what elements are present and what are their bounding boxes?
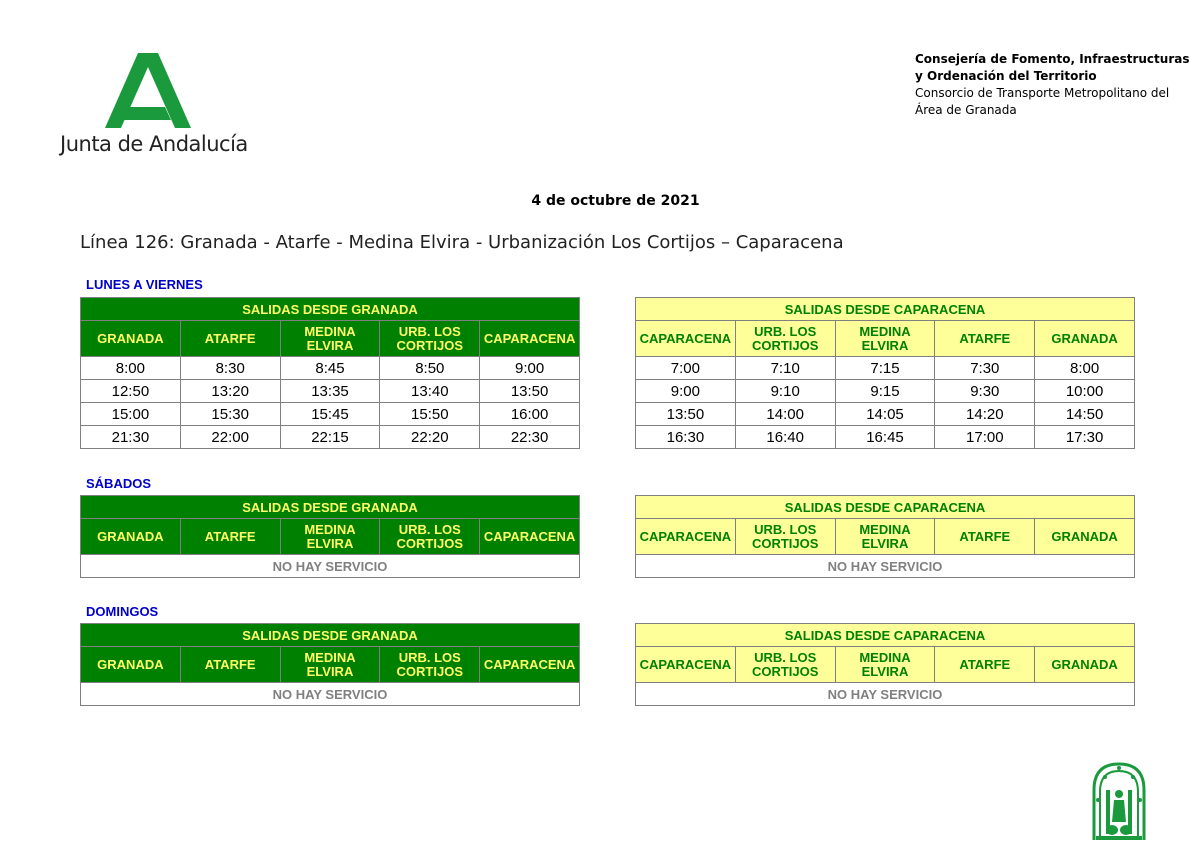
time-cell: 22:30: [480, 426, 580, 449]
column-header: MEDINA ELVIRA: [280, 647, 380, 683]
junta-logo: [60, 50, 260, 160]
time-cell: 9:15: [835, 380, 935, 403]
no-service-cell: NO HAY SERVICIO: [636, 683, 1135, 706]
table-header: SALIDAS DESDE CAPARACENA: [636, 496, 1135, 519]
time-cell: 22:15: [280, 426, 380, 449]
time-cell: 14:00: [735, 403, 835, 426]
table-header: SALIDAS DESDE CAPARACENA: [636, 298, 1135, 321]
time-cell: 16:45: [835, 426, 935, 449]
table-row: [636, 683, 1135, 706]
sundays-from-granada-table: [80, 623, 580, 706]
column-header: URB. LOS CORTIJOS: [735, 647, 835, 683]
sundays-from-caparacena-table: [635, 623, 1135, 706]
column-header: URB. LOS CORTIJOS: [380, 519, 480, 555]
column-header: MEDINA ELVIRA: [835, 519, 935, 555]
time-cell: 8:45: [280, 357, 380, 380]
dept-line-1: Consejería de Fomento, Infraestructuras: [915, 52, 1190, 66]
column-header: MEDINA ELVIRA: [835, 321, 935, 357]
time-cell: 15:50: [380, 403, 480, 426]
time-cell: 7:00: [636, 357, 736, 380]
time-cell: 14:50: [1035, 403, 1135, 426]
saturdays-from-caparacena-table: [635, 495, 1135, 578]
no-service-cell: NO HAY SERVICIO: [636, 555, 1135, 578]
schedule-date: 4 de octubre de 2021: [531, 193, 700, 209]
column-header: CAPARACENA: [636, 647, 736, 683]
consorcio-line-1: Consorcio de Transporte Metropolitano del: [915, 86, 1170, 100]
column-header: URB. LOS CORTIJOS: [380, 647, 480, 683]
time-cell: 16:40: [735, 426, 835, 449]
section-title-weekdays: LUNES A VIERNES: [86, 277, 203, 292]
time-cell: 15:00: [81, 403, 181, 426]
table-row: [636, 403, 1135, 426]
column-header: ATARFE: [935, 647, 1035, 683]
table-row: [81, 426, 580, 449]
column-header: MEDINA ELVIRA: [280, 519, 380, 555]
section-title-saturdays: SÁBADOS: [86, 476, 152, 491]
table-row: [81, 380, 580, 403]
column-header: CAPARACENA: [636, 519, 736, 555]
time-cell: 13:20: [180, 380, 280, 403]
column-header: GRANADA: [1035, 519, 1135, 555]
saturdays-from-granada-table: [80, 495, 580, 578]
column-header: GRANADA: [1035, 321, 1135, 357]
column-header: ATARFE: [935, 321, 1035, 357]
no-service-cell: NO HAY SERVICIO: [81, 555, 580, 578]
time-cell: 17:00: [935, 426, 1035, 449]
table-row: [81, 683, 580, 706]
time-cell: 13:40: [380, 380, 480, 403]
table-row: [636, 555, 1135, 578]
table-row: [636, 426, 1135, 449]
time-cell: 21:30: [81, 426, 181, 449]
column-header: ATARFE: [935, 519, 1035, 555]
section-title-sundays: DOMINGOS: [86, 604, 159, 619]
weekdays-from-caparacena-table: [635, 297, 1135, 449]
column-header: GRANADA: [81, 519, 181, 555]
column-header: URB. LOS CORTIJOS: [735, 519, 835, 555]
time-cell: 7:30: [935, 357, 1035, 380]
column-header: CAPARACENA: [480, 321, 580, 357]
column-header: ATARFE: [180, 321, 280, 357]
time-cell: 8:00: [1035, 357, 1135, 380]
time-cell: 13:50: [636, 403, 736, 426]
table-row: [81, 555, 580, 578]
consorcio-line-2: Área de Granada: [915, 103, 1017, 117]
column-header: ATARFE: [180, 519, 280, 555]
department-info: [915, 51, 1189, 119]
column-header: MEDINA ELVIRA: [280, 321, 380, 357]
time-cell: 9:00: [636, 380, 736, 403]
table-row: [636, 380, 1135, 403]
table-header: SALIDAS DESDE GRANADA: [81, 496, 580, 519]
no-service-cell: NO HAY SERVICIO: [81, 683, 580, 706]
column-header: CAPARACENA: [480, 519, 580, 555]
junta-a-logo-icon: [105, 50, 193, 128]
time-cell: 8:30: [180, 357, 280, 380]
time-cell: 8:00: [81, 357, 181, 380]
time-cell: 10:00: [1035, 380, 1135, 403]
time-cell: 14:05: [835, 403, 935, 426]
time-cell: 8:50: [380, 357, 480, 380]
time-cell: 15:30: [180, 403, 280, 426]
table-row: [81, 357, 580, 380]
column-header: CAPARACENA: [636, 321, 736, 357]
time-cell: 13:35: [280, 380, 380, 403]
column-header: GRANADA: [1035, 647, 1135, 683]
time-cell: 9:30: [935, 380, 1035, 403]
dept-line-2: y Ordenación del Territorio: [915, 69, 1097, 83]
time-cell: 9:00: [480, 357, 580, 380]
time-cell: 15:45: [280, 403, 380, 426]
time-cell: 7:10: [735, 357, 835, 380]
column-header: GRANADA: [81, 647, 181, 683]
andalucia-shield-icon: [1090, 760, 1148, 842]
column-header: URB. LOS CORTIJOS: [735, 321, 835, 357]
column-header: MEDINA ELVIRA: [835, 647, 935, 683]
column-header: ATARFE: [180, 647, 280, 683]
time-cell: 13:50: [480, 380, 580, 403]
table-header: SALIDAS DESDE CAPARACENA: [636, 624, 1135, 647]
table-row: [81, 403, 580, 426]
column-header: GRANADA: [81, 321, 181, 357]
time-cell: 17:30: [1035, 426, 1135, 449]
time-cell: 16:30: [636, 426, 736, 449]
time-cell: 14:20: [935, 403, 1035, 426]
column-header: CAPARACENA: [480, 647, 580, 683]
table-row: [636, 357, 1135, 380]
time-cell: 22:20: [380, 426, 480, 449]
time-cell: 16:00: [480, 403, 580, 426]
logo-text: Junta de Andalucía: [60, 132, 248, 156]
time-cell: 7:15: [835, 357, 935, 380]
table-header: SALIDAS DESDE GRANADA: [81, 298, 580, 321]
time-cell: 12:50: [81, 380, 181, 403]
time-cell: 9:10: [735, 380, 835, 403]
time-cell: 22:00: [180, 426, 280, 449]
line-title: Línea 126: Granada - Atarfe - Medina Elvira - Urbanización Los Cortijos – Caparacena: [80, 232, 844, 253]
column-header: URB. LOS CORTIJOS: [380, 321, 480, 357]
weekdays-from-granada-table: [80, 297, 580, 449]
table-header: SALIDAS DESDE GRANADA: [81, 624, 580, 647]
